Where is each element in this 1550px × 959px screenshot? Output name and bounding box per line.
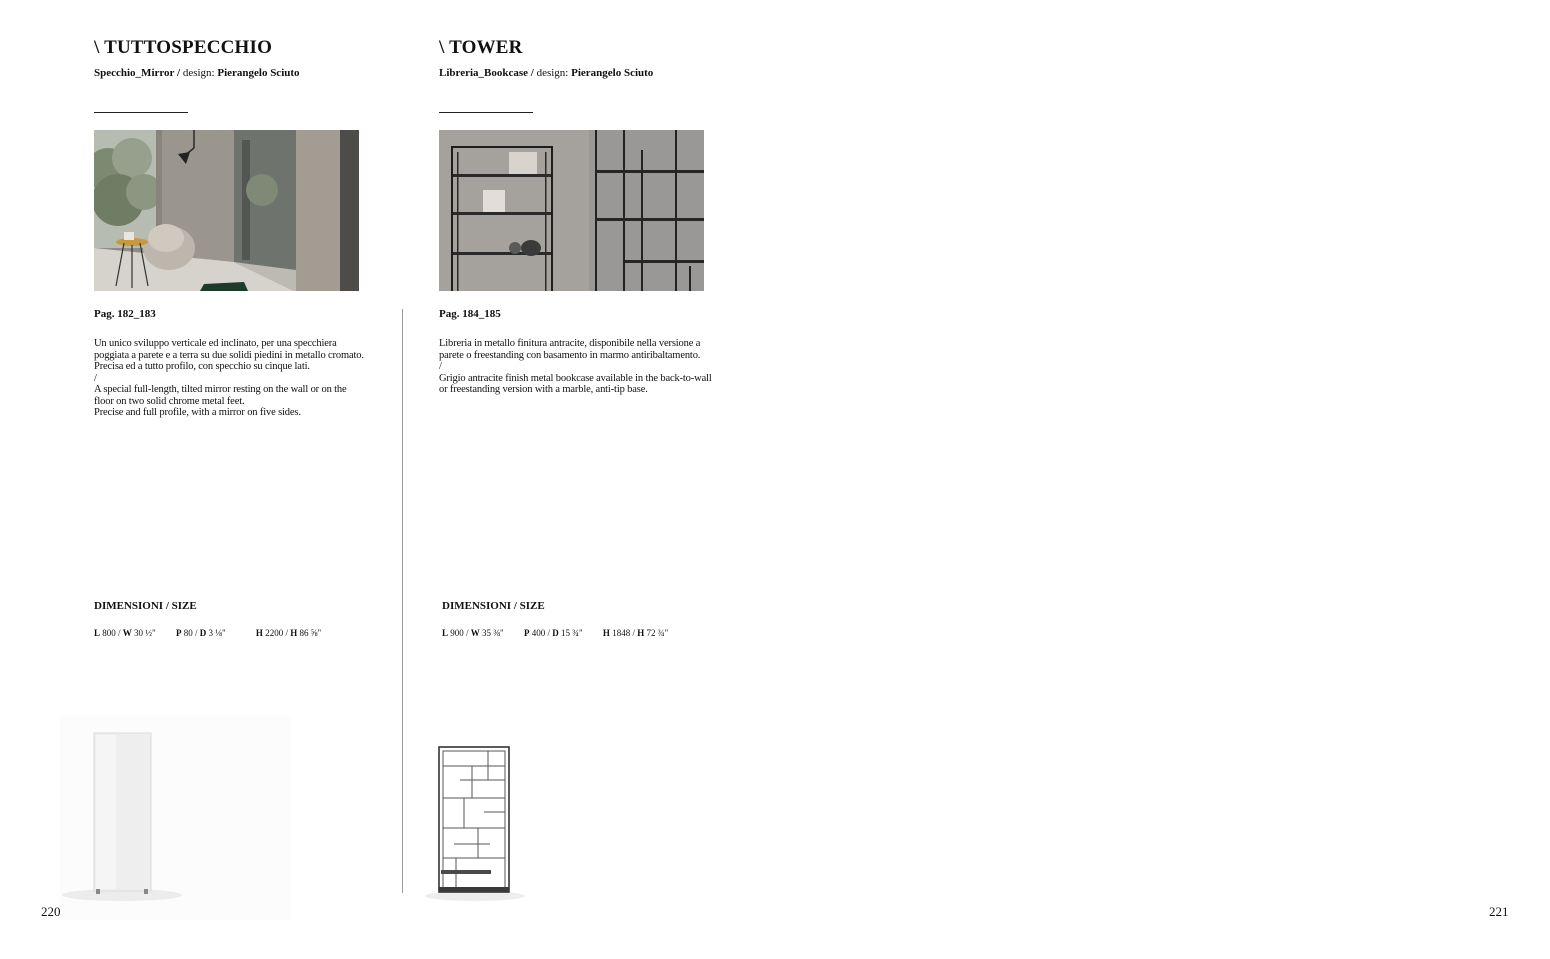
product-photo-tuttospecchio — [94, 130, 359, 291]
designer-name: Pierangelo Sciuto — [571, 67, 654, 79]
product-description: Un unico sviluppo verticale ed inclinato, per una specchiera poggiata a parete e a terra su due solidi piedini in metallo cromato. Precisa ed a tutto profilo, con specchio su cinque lati. / A special full-length, tilted mirror resting on the wall or on the floor on two solid chrome metal feet. Precise and full profile, with a mirror on five sides. — [94, 338, 364, 418]
page-number-left: 220 — [41, 904, 61, 919]
page-reference: Pag. 182_183 — [94, 308, 156, 320]
product-title: \ TUTTOSPECCHIO — [94, 37, 273, 58]
product-category: Specchio_Mirror — [94, 67, 175, 79]
dimension-width: L 800 / W 30 ½" — [94, 628, 156, 638]
dimension-height: H 1848 / H 72 ¾" — [602, 628, 669, 638]
product-title: \ TOWER — [439, 37, 523, 58]
page-reference: Pag. 184_185 — [439, 308, 501, 320]
product-description: Libreria in metallo finitura antracite, disponibile nella versione a parete o freestanding con basamento in marmo antiribaltamento. / Grigio antracite finish metal bookcase available in the back-to-wall or freestanding version with a marble, anti-tip base. — [439, 338, 712, 395]
dimensions-row — [94, 628, 339, 638]
column-divider — [402, 309, 403, 893]
title-rule — [439, 112, 533, 113]
dimension-depth: P 400 / D 15 ¾" — [523, 628, 583, 638]
product-subtitle: Libreria_Bookcase / design: Pierangelo Sciuto — [439, 67, 654, 79]
bookcase-drawing — [420, 740, 530, 910]
dimension-height: H 2200 / H 86 ⅝" — [255, 628, 322, 638]
product-photo-tower — [439, 130, 704, 291]
dimension-depth: P 80 / D 3 ⅛" — [175, 628, 226, 638]
page-number-right: 221 — [1489, 904, 1509, 919]
dimensions-row — [442, 628, 686, 638]
product-subtitle: Specchio_Mirror / design: Pierangelo Sciuto — [94, 67, 300, 79]
dimension-width: L 900 / W 35 ⅜" — [442, 628, 504, 638]
dimensions-heading: DIMENSIONI / SIZE — [442, 600, 545, 612]
product-category: Libreria_Bookcase — [439, 67, 529, 79]
dimensions-heading: DIMENSIONI / SIZE — [94, 600, 197, 612]
designer-name: Pierangelo Sciuto — [217, 67, 300, 79]
mirror-drawing — [60, 715, 290, 925]
title-rule — [94, 112, 188, 113]
